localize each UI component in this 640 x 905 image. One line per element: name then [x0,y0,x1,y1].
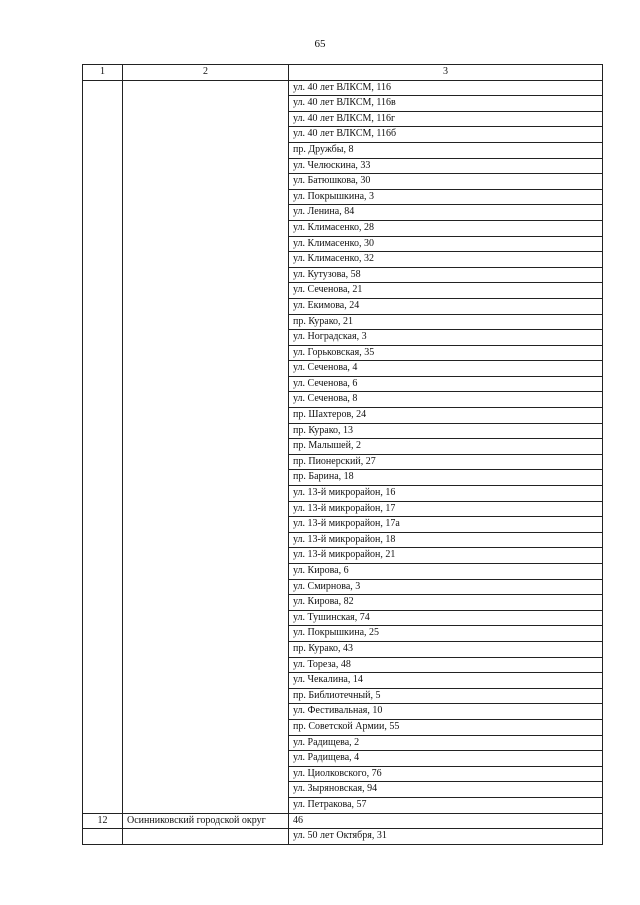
column-header-2: 2 [123,65,289,81]
address-cell: пр. Шахтеров, 24 [289,408,603,424]
address-cell: ул. Зыряновская, 94 [289,782,603,798]
address-cell: пр. Малышей, 2 [289,439,603,455]
address-cell: ул. Климасенко, 30 [289,236,603,252]
table-row [83,80,603,96]
table-header-row [83,65,603,81]
address-cell: ул. 40 лет ВЛКСМ, 116г [289,111,603,127]
address-cell: ул. Кирова, 82 [289,595,603,611]
address-cell: ул. 40 лет ВЛКСМ, 116б [289,127,603,143]
address-cell: пр. Пионерский, 27 [289,454,603,470]
address-cell: ул. Челюскина, 33 [289,158,603,174]
address-cell: ул. Циолковского, 76 [289,766,603,782]
address-cell: ул. Чекалина, 14 [289,673,603,689]
address-cell: пр. Курако, 21 [289,314,603,330]
municipality-number-cell [83,80,123,813]
address-cell: ул. Сеченова, 21 [289,283,603,299]
municipality-name-cell [123,80,289,813]
address-cell: пр. Курако, 43 [289,641,603,657]
column-header-3: 3 [289,65,603,81]
address-cell: пр. Библиотечный, 5 [289,688,603,704]
address-cell: ул. 50 лет Октября, 31 [289,829,603,845]
address-table [82,64,603,845]
address-cell: ул. Сеченова, 4 [289,361,603,377]
address-cell: ул. Покрышкина, 25 [289,626,603,642]
empty-cell [123,829,289,845]
table-row [83,813,603,829]
address-cell: ул. Покрышкина, 3 [289,189,603,205]
address-cell: пр. Барина, 18 [289,470,603,486]
address-cell: ул. Климасенко, 32 [289,252,603,268]
address-cell: ул. Петракова, 57 [289,797,603,813]
address-cell: ул. Климасенко, 28 [289,220,603,236]
address-cell: ул. Смирнова, 3 [289,579,603,595]
municipality-number-cell: 12 [83,813,123,829]
address-cell: ул. Радищева, 4 [289,751,603,767]
address-cell: ул. Фестивальная, 10 [289,704,603,720]
address-cell: ул. Кутузова, 58 [289,267,603,283]
address-cell: ул. 13-й микрорайон, 17а [289,517,603,533]
address-cell: ул. 13-й микрорайон, 17 [289,501,603,517]
address-cell: ул. Горьковская, 35 [289,345,603,361]
address-cell: ул. 13-й микрорайон, 21 [289,548,603,564]
address-cell: ул. 13-й микрорайон, 18 [289,532,603,548]
municipality-name-cell: Осинниковский городской округ [123,813,289,829]
address-cell: ул. Екимова, 24 [289,298,603,314]
address-cell: ул. 13-й микрорайон, 16 [289,486,603,502]
address-cell: пр. Советской Армии, 55 [289,719,603,735]
address-cell: ул. 40 лет ВЛКСМ, 116 [289,80,603,96]
address-cell: ул. Кирова, 6 [289,564,603,580]
address-count-cell: 46 [289,813,603,829]
address-cell: ул. Ленина, 84 [289,205,603,221]
table-body [83,80,603,844]
address-cell: ул. Сеченова, 8 [289,392,603,408]
address-cell: ул. Батюшкова, 30 [289,174,603,190]
table-row [83,829,603,845]
address-cell: пр. Дружбы, 8 [289,142,603,158]
empty-cell [83,829,123,845]
address-cell: ул. Радищева, 2 [289,735,603,751]
address-cell: ул. Тореза, 48 [289,657,603,673]
address-cell: ул. 40 лет ВЛКСМ, 116в [289,96,603,112]
page-number: 65 [314,38,326,50]
column-header-1: 1 [83,65,123,81]
address-cell: пр. Курако, 13 [289,423,603,439]
address-cell: ул. Сеченова, 6 [289,376,603,392]
address-cell: ул. Тушинская, 74 [289,610,603,626]
address-cell: ул. Ноградская, 3 [289,330,603,346]
